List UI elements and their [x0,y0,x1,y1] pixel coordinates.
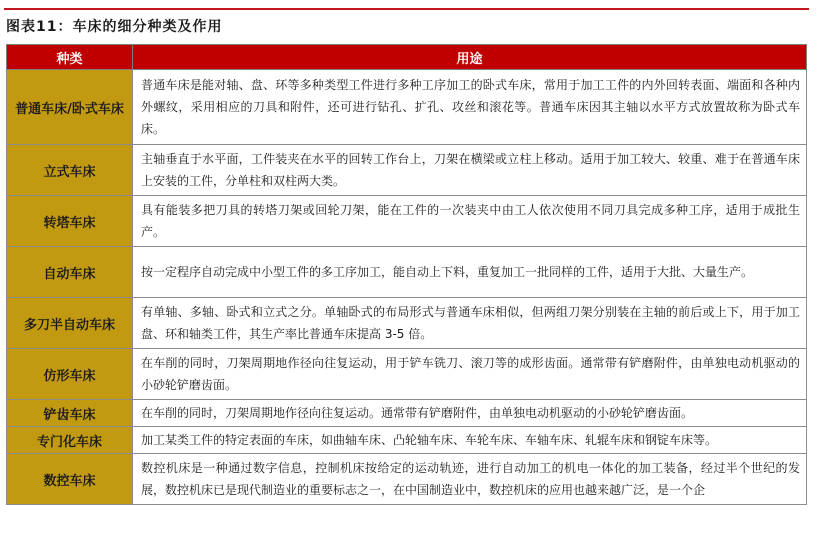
row-kind-cell: 铲齿车床 [7,400,133,427]
row-use-cell: 按一定程序自动完成中小型工件的多工序加工，能自动上下料，重复加工一批同样的工件，适用于大批、大量生产。 [133,247,807,298]
header-use: 用途 [133,45,807,70]
table-row [7,400,807,427]
table-row [7,454,807,505]
row-kind-cell: 专门化车床 [7,427,133,454]
row-kind-cell: 自动车床 [7,247,133,298]
row-kind-cell: 仿形车床 [7,349,133,400]
table-row [7,427,807,454]
row-kind-cell: 多刀半自动车床 [7,298,133,349]
top-rule [4,8,809,10]
row-use-cell: 具有能装多把刀具的转塔刀架或回轮刀架，能在工件的一次装夹中由工人依次使用不同刀具完成多种工序，适用于成批生产。 [133,196,807,247]
row-use-cell: 有单轴、多轴、卧式和立式之分。单轴卧式的布局形式与普通车床相似，但两组刀架分别装在主轴的前后或上下，用于加工盘、环和轴类工件，其生产率比普通车床提高 3-5 倍。 [133,298,807,349]
figure-caption: 图表11：车床的细分种类及作用 [6,19,223,35]
row-use-cell: 在车削的同时，刀架周期地作径向往复运动，用于铲车铣刀、滚刀等的成形齿面。通常带有铲磨附件，由单独电动机驱动的小砂轮铲磨齿面。 [133,349,807,400]
lathe-types-table [6,44,807,505]
table-row [7,298,807,349]
row-kind-cell: 普通车床/卧式车床 [7,70,133,145]
table-row [7,349,807,400]
header-kind: 种类 [7,45,133,70]
table-row [7,70,807,145]
table-row [7,145,807,196]
lathe-types-table-container [6,44,806,505]
table-row [7,196,807,247]
row-kind-cell: 立式车床 [7,145,133,196]
row-use-cell: 主轴垂直于水平面，工件装夹在水平的回转工作台上，刀架在横梁或立柱上移动。适用于加工较大、较重、难于在普通车床上安装的工件，分单柱和双柱两大类。 [133,145,807,196]
table-row [7,247,807,298]
row-kind-cell: 转塔车床 [7,196,133,247]
table-header-row [7,45,807,70]
row-use-cell: 在车削的同时，刀架周期地作径向往复运动。通常带有铲磨附件，由单独电动机驱动的小砂轮铲磨齿面。 [133,400,807,427]
row-use-cell: 普通车床是能对轴、盘、环等多种类型工件进行多种工序加工的卧式车床，常用于加工工件的内外回转表面、端面和各种内外螺纹，采用相应的刀具和附件，还可进行钻孔、扩孔、攻丝和滚花等。普通车床因其主轴以水平方式放置故称为卧式车床。 [133,70,807,145]
row-kind-cell: 数控车床 [7,454,133,505]
row-use-cell: 数控机床是一种通过数字信息，控制机床按给定的运动轨迹，进行自动加工的机电一体化的加工装备，经过半个世纪的发展，数控机床已是现代制造业的重要标志之一，在中国制造业中，数控机床的应用也越来越广泛，是一个企 [133,454,807,505]
row-use-cell: 加工某类工件的特定表面的车床，如曲轴车床、凸轮轴车床、车轮车床、车轴车床、轧辊车床和钢锭车床等。 [133,427,807,454]
